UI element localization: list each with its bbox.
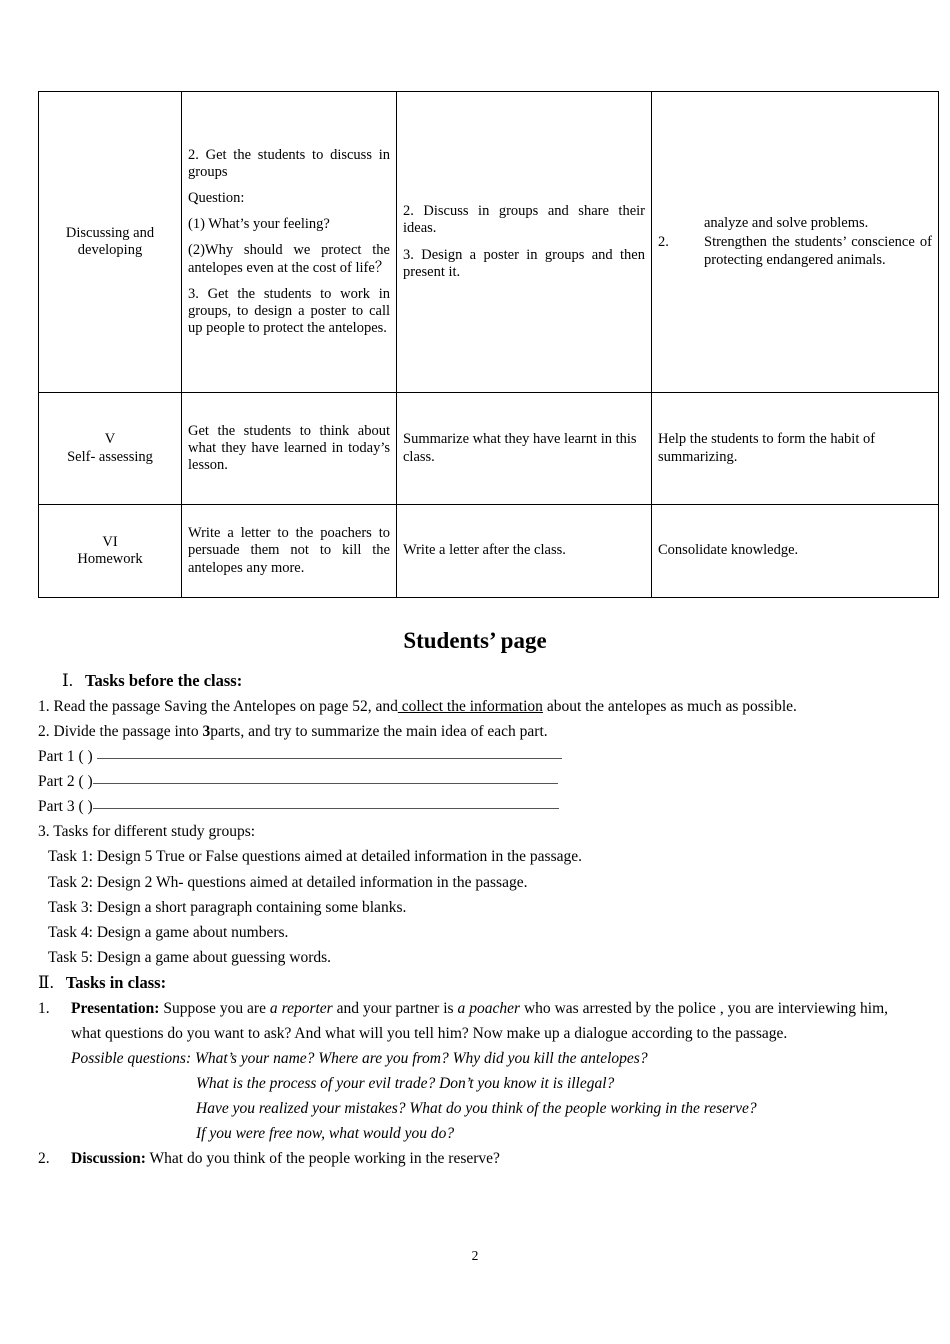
teacher-activity-line: Write a letter to the poachers to persuade them not to kill the antelopes any more. [188, 525, 390, 576]
teacher-activity-line: 3. Get the students to work in groups, to design a poster to call up people to protect the antelopes. [188, 285, 390, 336]
task-line: Task 2: Design 2 Wh- questions aimed at detailed information in the passage. [48, 873, 528, 891]
section-one-item-2 [38, 719, 888, 744]
purpose-list [658, 215, 932, 268]
teacher-activity-line: Question: [188, 190, 245, 207]
section-one-item-1 [38, 694, 888, 719]
teacher-activity-line: (1) What’s your feeling? [188, 216, 330, 233]
presentation-text-c: who was arrested by the police , you are interviewing him, what questions do you want to ask? And what will you tell him? Now make up a dialogue according to the passage. [71, 999, 889, 1042]
cell-purpose [652, 505, 939, 598]
presentation-label: Presentation: [71, 999, 160, 1017]
part-3-line [38, 794, 888, 819]
part-2-line [38, 769, 888, 794]
presentation-text-b: and your partner is [332, 999, 458, 1017]
stage-numeral: V [104, 431, 116, 448]
list-marker: 2. [658, 234, 669, 251]
students-page-body [38, 668, 889, 1171]
possible-questions-lead: Possible questions: [71, 1049, 195, 1067]
item-body [71, 1146, 888, 1171]
item2-text-a: 2. Divide the passage into [38, 722, 203, 740]
item2-text-b: parts, and try to summarize the main idea of each part. [210, 722, 548, 740]
item1-pre-text: 1. Read the passage Saving the Antelopes on page 52, and [38, 697, 398, 715]
section-one-heading: Ⅰ. Tasks before the class: [62, 671, 243, 690]
task-line: Task 3: Design a short paragraph containing some blanks. [48, 898, 407, 916]
list-text: Strengthen the students’ conscience of protecting endangered animals. [704, 234, 932, 268]
possible-questions-line: What is the process of your evil trade? Don’t you know it is illegal? [196, 1075, 615, 1093]
cell-stage [39, 92, 182, 393]
cell-purpose [652, 92, 939, 393]
teacher-activity-line: 2. Get the students to discuss in groups [188, 147, 390, 181]
purpose-continued-line: analyze and solve problems. [704, 215, 869, 232]
item-body [71, 996, 888, 1046]
cell-stage [39, 505, 182, 598]
lesson-plan-table [38, 91, 939, 598]
task-line: Task 5: Design a game about guessing words. [48, 948, 332, 966]
section-two-numeral: Ⅱ [38, 972, 50, 992]
purpose-list-item [658, 234, 932, 268]
item2-part-count: 3 [202, 722, 211, 740]
task-line: Task 1: Design 5 True or False questions aimed at detailed information in the passage. [48, 848, 583, 866]
table-row [39, 92, 939, 393]
possible-questions-line [71, 1046, 888, 1071]
task-line: Task 4: Design a game about numbers. [48, 923, 289, 941]
discussion-label: Discussion: [71, 1150, 146, 1168]
cell-student-activity [397, 393, 652, 505]
cell-student-activity [397, 505, 652, 598]
item-number: 2. [38, 1150, 50, 1168]
possible-questions-line: Have you realized your mistakes? What do you think of the people working in the reserve? [196, 1100, 757, 1118]
presentation-text-a: Suppose you are [159, 999, 270, 1017]
student-activity-line: Summarize what they have learnt in this class. [403, 431, 637, 465]
cell-student-activity [397, 92, 652, 393]
part-1-line [38, 744, 888, 769]
possible-questions-text: What’s your name? Where are you from? Why did you kill the antelopes? [195, 1049, 648, 1067]
purpose-text: Consolidate knowledge. [658, 542, 799, 559]
part-1-blank[interactable] [97, 758, 562, 759]
teacher-activity-line: (2)Why should we protect the antelopes even at the cost of life？ [188, 242, 390, 276]
part-2-blank[interactable] [93, 783, 558, 784]
item-number: 1. [38, 999, 50, 1017]
purpose-text: Help the students to form the habit of summarizing. [658, 431, 876, 465]
cell-teacher-activity [182, 505, 397, 598]
section-two-heading: Ⅱ. Tasks in class: [38, 972, 167, 992]
table-row [39, 505, 939, 598]
item1-underlined-phrase: collect the information [397, 697, 543, 715]
item1-post-text: about the antelopes as much as possible. [542, 697, 797, 715]
discussion-text: What do you think of the people working in the reserve? [145, 1150, 500, 1168]
section-one-numeral: Ⅰ [62, 671, 69, 690]
possible-questions-line: If you were free now, what would you do? [196, 1125, 455, 1143]
presentation-italic-a: a reporter [269, 999, 333, 1017]
student-activity-line: 2. Discuss in groups and share their ideas. [403, 203, 645, 237]
section-two-item-2 [38, 1146, 888, 1171]
stage-label: Self- assessing [67, 448, 153, 465]
section-two-item-1 [38, 996, 888, 1046]
student-activity-line: 3. Design a poster in groups and then present it. [403, 246, 645, 280]
table-row [39, 393, 939, 505]
cell-stage [39, 393, 182, 505]
section-two-heading-text: Tasks in class: [65, 972, 167, 992]
part-2-label: Part 2 ( ) [38, 773, 93, 791]
section-one-item-3: 3. Tasks for different study groups: [38, 823, 256, 841]
cell-teacher-activity [182, 393, 397, 505]
page-number: 2 [471, 1248, 479, 1263]
cell-teacher-activity [182, 92, 397, 393]
part-3-label: Part 3 ( ) [38, 798, 93, 816]
student-activity-line: Write a letter after the class. [403, 542, 566, 559]
presentation-italic-b: a poacher [457, 999, 520, 1017]
teacher-activity-line: Get the students to think about what they have learned in today’s lesson. [188, 422, 390, 474]
part-3-blank[interactable] [93, 808, 559, 809]
cell-purpose [652, 393, 939, 505]
section-one-heading-text: Tasks before the class: [84, 671, 243, 690]
part-1-label: Part 1 ( ) [38, 747, 93, 765]
stage-label: Homework [77, 551, 143, 567]
page-title: Students’ page [403, 628, 547, 653]
stage-label: Discussing and developing [65, 224, 155, 258]
stage-numeral: VI [102, 533, 118, 550]
